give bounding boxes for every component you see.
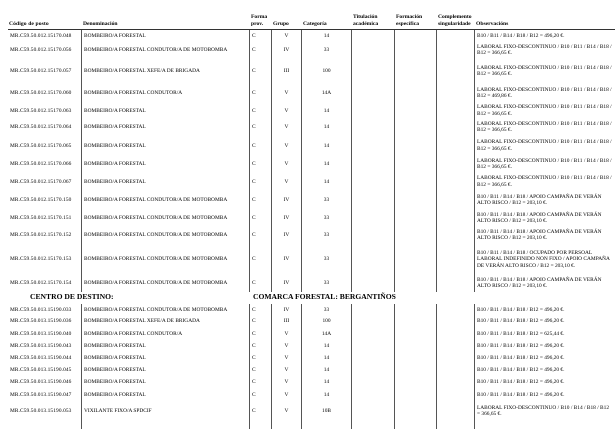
table-row <box>8 401 615 421</box>
cell-code: MR.C59.50.012.15170.154 <box>8 274 82 292</box>
cell-titulacion <box>352 83 395 103</box>
cell-titulacion <box>352 118 395 136</box>
cell-complemento <box>437 244 475 274</box>
cell-forma: C <box>250 173 272 190</box>
cell-denomination: BOMBEIRO/A FORESTAL CONDUTOR/A DE MOTOBOMBA <box>82 274 250 292</box>
cell-complemento <box>437 327 475 340</box>
table-trailing-rules <box>8 421 615 429</box>
cell-code: MR.C59.50.013.15190.047 <box>8 388 82 401</box>
column-header-complemento-singularidade: Complemento singularidade <box>438 14 472 27</box>
cell-denomination: BOMBEIRO/A FORESTAL <box>82 103 250 118</box>
cell-forma: C <box>250 364 272 376</box>
cell-titulacion <box>352 315 395 327</box>
cell-grupo: V <box>272 155 302 173</box>
cell-forma: C <box>250 103 272 118</box>
cell-grupo: IV <box>272 244 302 274</box>
cell-forma: C <box>250 155 272 173</box>
cell-forma: C <box>250 388 272 401</box>
cell-formacion <box>395 274 437 292</box>
cell-grupo: V <box>272 327 302 340</box>
cell-denomination: BOMBEIRO/A FORESTAL XEFE/A DE BRIGADA <box>82 315 250 327</box>
comarca-forestal-label: COMARCA FORESTAL: BERGANTIÑOS <box>253 292 396 302</box>
cell-grupo: IV <box>272 41 302 59</box>
cell-code: MR.C59.50.012.15170.048 <box>8 30 82 41</box>
cell-forma: C <box>250 304 272 315</box>
table-row <box>8 274 615 292</box>
cell-grupo: V <box>272 173 302 190</box>
cell-formacion <box>395 83 437 103</box>
cell-categoria: 33 <box>302 304 352 315</box>
cell-code: MR.C59.50.012.15170.150 <box>8 190 82 210</box>
cell-forma: C <box>250 41 272 59</box>
cell-titulacion <box>352 364 395 376</box>
cell-categoria: 14 <box>302 352 352 364</box>
cell-observacions: B10 / B11 / B14 / B18 / B12 = 625,44 €. <box>477 330 565 337</box>
cell-complemento <box>437 226 475 244</box>
cell-complemento <box>437 401 475 421</box>
cell-complemento <box>437 388 475 401</box>
cell-code: MR.C59.50.012.15170.057 <box>8 59 82 83</box>
cell-observacions: LABORAL FIXO-DESCONTINUO / B10 / B11 / B14 / B18 / B12 = 366,65 €. <box>477 175 612 188</box>
cell-complemento <box>437 118 475 136</box>
table-header-row <box>8 14 615 30</box>
cell-code: MR.C59.50.012.15170.066 <box>8 155 82 173</box>
cell-complemento <box>437 173 475 190</box>
cell-categoria: 10B <box>302 401 352 421</box>
section-header <box>8 292 615 304</box>
empty-cell <box>302 421 352 429</box>
table-row <box>8 244 615 274</box>
cell-observacions: LABORAL FIXO-DESCONTINUO / B10 / B14 / B18 / B12 = 366,65 €. <box>477 404 610 418</box>
cell-forma: C <box>250 340 272 352</box>
cell-observacions: LABORAL FIXO-DESCONTINUO / B10 / B11 / B14 / B18 / B12 = 366,65 €. <box>477 104 612 117</box>
cell-titulacion <box>352 340 395 352</box>
cell-denomination: BOMBEIRO/A FORESTAL CONDUTOR/A DE MOTOBOMBA <box>82 190 250 210</box>
cell-formacion <box>395 376 437 388</box>
cell-complemento <box>437 352 475 364</box>
table-row <box>8 376 615 388</box>
cell-forma: C <box>250 190 272 210</box>
cell-complemento <box>437 103 475 118</box>
cell-denomination: BOMBEIRO/A FORESTAL CONDUTOR/A DE MOTOBOMBA <box>82 226 250 244</box>
cell-complemento <box>437 59 475 83</box>
cell-categoria: 33 <box>302 41 352 59</box>
cell-categoria: 14 <box>302 340 352 352</box>
cell-code: MR.C59.50.013.15190.033 <box>8 304 82 315</box>
table-row <box>8 83 615 103</box>
table-row <box>8 364 615 376</box>
cell-categoria: 14A <box>302 83 352 103</box>
cell-observacions: B10 / B11 / B14 / B18 / APOIO CAMPAÑA DE VERÁN ALTO RISCO / B12 = 203,10 €. <box>477 276 602 290</box>
cell-observacions: LABORAL FIXO-DESCONTINUO / B10 / B11 / B14 / B18 / B12 = 366,65 €. <box>477 43 612 57</box>
cell-code: MR.C59.50.013.15190.040 <box>8 327 82 340</box>
cell-titulacion <box>352 173 395 190</box>
empty-cell <box>475 421 615 429</box>
cell-denomination: BOMBEIRO/A FORESTAL XEFE/A DE BRIGADA <box>82 59 250 83</box>
column-header-categoria: Categoría <box>303 20 327 27</box>
cell-complemento <box>437 364 475 376</box>
cell-grupo: IV <box>272 190 302 210</box>
cell-complemento <box>437 274 475 292</box>
cell-code: MR.C59.50.012.15170.065 <box>8 136 82 155</box>
cell-observacions: B10 / B11 / B14 / B18 / B12 = 496,20 €. <box>477 343 565 350</box>
cell-complemento <box>437 340 475 352</box>
cell-formacion <box>395 41 437 59</box>
table-row <box>8 340 615 352</box>
cell-titulacion <box>352 190 395 210</box>
cell-categoria: 14 <box>302 155 352 173</box>
cell-titulacion <box>352 30 395 41</box>
cell-complemento <box>437 190 475 210</box>
cell-categoria: 33 <box>302 274 352 292</box>
cell-formacion <box>395 388 437 401</box>
cell-categoria: 14 <box>302 136 352 155</box>
cell-code: MR.C59.50.012.15170.060 <box>8 83 82 103</box>
table-row <box>8 173 615 190</box>
column-header-forma-prov: Forma prov. <box>251 14 268 27</box>
cell-forma: C <box>250 210 272 226</box>
cell-grupo: IV <box>272 210 302 226</box>
empty-cell <box>272 421 302 429</box>
cell-categoria: 14A <box>302 327 352 340</box>
cell-code: MR.C59.50.012.15170.063 <box>8 103 82 118</box>
cell-observacions: B10 / B11 / B14 / B18 / B12 = 496,20 €. <box>477 379 565 386</box>
cell-code: MR.C59.50.013.15190.043 <box>8 340 82 352</box>
cell-observacions: B10 / B11 / B14 / B18 / B12 = 496,20 €. <box>477 32 565 39</box>
cell-denomination: BOMBEIRO/A FORESTAL <box>82 388 250 401</box>
table-row <box>8 315 615 327</box>
cell-forma: C <box>250 83 272 103</box>
empty-cell <box>352 421 395 429</box>
cell-grupo: III <box>272 315 302 327</box>
cell-titulacion <box>352 388 395 401</box>
cell-categoria: 100 <box>302 315 352 327</box>
cell-code: MR.C59.50.013.15190.045 <box>8 364 82 376</box>
cell-forma: C <box>250 274 272 292</box>
cell-denomination: BOMBEIRO/A FORESTAL <box>82 376 250 388</box>
cell-titulacion <box>352 59 395 83</box>
cell-grupo: IV <box>272 274 302 292</box>
cell-formacion <box>395 155 437 173</box>
cell-complemento <box>437 315 475 327</box>
table-row <box>8 304 615 315</box>
table-row <box>8 118 615 136</box>
cell-formacion <box>395 59 437 83</box>
cell-formacion <box>395 352 437 364</box>
column-header-formacion-especifica: Formación específica <box>396 14 423 27</box>
cell-complemento <box>437 83 475 103</box>
cell-forma: C <box>250 30 272 41</box>
cell-formacion <box>395 364 437 376</box>
cell-categoria: 14 <box>302 30 352 41</box>
cell-categoria: 14 <box>302 364 352 376</box>
table-body <box>8 30 615 429</box>
cell-formacion <box>395 244 437 274</box>
cell-observacions: B10 / B11 / B14 / B18 / APOIO CAMPAÑA DE VERÁN ALTO RISCO / B12 = 203,10 €. <box>477 211 602 225</box>
table-row <box>8 59 615 83</box>
cell-forma: C <box>250 327 272 340</box>
cell-formacion <box>395 226 437 244</box>
cell-denomination: BOMBEIRO/A FORESTAL CONDUTOR/A DE MOTOBOMBA <box>82 244 250 274</box>
cell-titulacion <box>352 376 395 388</box>
cell-formacion <box>395 190 437 210</box>
cell-titulacion <box>352 304 395 315</box>
cell-complemento <box>437 376 475 388</box>
cell-observacions: B10 / B11 / B14 / B18 / B12 = 496,20 €. <box>477 318 565 325</box>
cell-complemento <box>437 304 475 315</box>
cell-forma: C <box>250 136 272 155</box>
cell-forma: C <box>250 244 272 274</box>
cell-grupo: V <box>272 340 302 352</box>
cell-grupo: V <box>272 388 302 401</box>
table-row <box>8 103 615 118</box>
cell-denomination: BOMBEIRO/A FORESTAL CONDUTOR/A DE MOTOBOMBA <box>82 210 250 226</box>
cell-titulacion <box>352 401 395 421</box>
cell-grupo: V <box>272 401 302 421</box>
cell-titulacion <box>352 226 395 244</box>
cell-categoria: 33 <box>302 210 352 226</box>
cell-titulacion <box>352 103 395 118</box>
cell-code: MR.C59.50.013.15190.046 <box>8 376 82 388</box>
table-row <box>8 190 615 210</box>
centro-de-destino-label: CENTRO DE DESTINO: <box>30 292 114 302</box>
cell-observacions: B10 / B11 / B14 / B18 / B12 = 496,20 €. <box>477 355 565 362</box>
cell-denomination: BOMBEIRO/A FORESTAL <box>82 352 250 364</box>
cell-titulacion <box>352 155 395 173</box>
cell-grupo: V <box>272 83 302 103</box>
empty-cell <box>8 421 82 429</box>
cell-code: MR.C59.50.013.15190.053 <box>8 401 82 421</box>
cell-categoria: 33 <box>302 190 352 210</box>
cell-observacions: B10 / B11 / B14 / B18 / B12 = 496,20 €. <box>477 367 565 374</box>
cell-observacions: B10 / B11 / B14 / B18 / B12 = 496,20 €. <box>477 391 565 398</box>
cell-forma: C <box>250 376 272 388</box>
cell-grupo: IV <box>272 304 302 315</box>
cell-observacions: B10 / B11 / B14 / B18 / APOIO CAMPAÑA DE VERÁN ALTO RISCO / B12 = 203,10 €. <box>477 228 602 242</box>
cell-code: MR.C59.50.012.15170.152 <box>8 226 82 244</box>
cell-denomination: BOMBEIRO/A FORESTAL CONDUTOR/A DE MOTOBOMBA <box>82 41 250 59</box>
cell-formacion <box>395 118 437 136</box>
cell-grupo: V <box>272 376 302 388</box>
cell-complemento <box>437 155 475 173</box>
cell-grupo: III <box>272 59 302 83</box>
cell-categoria: 14 <box>302 173 352 190</box>
cell-formacion <box>395 401 437 421</box>
cell-grupo: V <box>272 136 302 155</box>
cell-categoria: 100 <box>302 59 352 83</box>
column-header-grupo: Grupo <box>273 20 289 27</box>
cell-formacion <box>395 327 437 340</box>
cell-grupo: V <box>272 118 302 136</box>
cell-forma: C <box>250 352 272 364</box>
cell-categoria: 14 <box>302 388 352 401</box>
cell-denomination: BOMBEIRO/A FORESTAL <box>82 173 250 190</box>
cell-code: MR.C59.50.012.15170.064 <box>8 118 82 136</box>
cell-code: MR.C59.50.012.15170.067 <box>8 173 82 190</box>
cell-categoria: 33 <box>302 244 352 274</box>
table-row <box>8 352 615 364</box>
cell-grupo: V <box>272 352 302 364</box>
cell-observacions: B10 / B11 / B14 / B18 / OCUPADO POR PERSOAL LABORAL INDEFINIDO NON FIXO / APOIO CAMPAÑA DE VERÁN ALTO RISCO / B12 = 203,10 €. <box>477 249 610 269</box>
cell-titulacion <box>352 41 395 59</box>
cell-observacions: LABORAL FIXO-DESCONTINUO / B10 / B11 / B14 / B18 / B12 = 366,65 €. <box>477 139 612 152</box>
cell-denomination: BOMBEIRO/A FORESTAL <box>82 118 250 136</box>
cell-complemento <box>437 30 475 41</box>
cell-denomination: BOMBEIRO/A FORESTAL <box>82 136 250 155</box>
table-row <box>8 226 615 244</box>
cell-grupo: IV <box>272 226 302 244</box>
cell-denomination: BOMBEIRO/A FORESTAL <box>82 155 250 173</box>
cell-grupo: V <box>272 364 302 376</box>
cell-forma: C <box>250 59 272 83</box>
cell-grupo: V <box>272 30 302 41</box>
cell-complemento <box>437 136 475 155</box>
cell-observacions: LABORAL FIXO-DESCONTINUO / B10 / B11 / B14 / B18 / B12 = 469,86 €. <box>477 86 612 100</box>
cell-denomination: BOMBEIRO/A FORESTAL <box>82 30 250 41</box>
cell-observacions: B10 / B11 / B14 / B18 / B12 = 496,20 €. <box>477 306 565 313</box>
cell-titulacion <box>352 244 395 274</box>
cell-denomination: BOMBEIRO/A FORESTAL CONDUTOR/A DE MOTOBOMBA <box>82 304 250 315</box>
cell-denomination: BOMBEIRO/A FORESTAL <box>82 364 250 376</box>
cell-observacions: LABORAL FIXO-DESCONTINUO / B10 / B11 / B14 / B18 / B12 = 366,65 €. <box>477 64 612 78</box>
cell-titulacion <box>352 327 395 340</box>
column-header-titulacion-academica: Titulación académica <box>353 14 379 27</box>
cell-observacions: B10 / B11 / B14 / B18 / APOIO CAMPAÑA DE VERÁN ALTO RISCO / B12 = 203,10 €. <box>477 193 602 207</box>
cell-observacions: LABORAL FIXO-DESCONTINUO / B10 / B11 / B14 / B18 / B12 = 366,65 €. <box>477 120 612 134</box>
empty-cell <box>250 421 272 429</box>
table-row <box>8 210 615 226</box>
cell-denomination: BOMBEIRO/A FORESTAL <box>82 340 250 352</box>
cell-categoria: 14 <box>302 103 352 118</box>
empty-cell <box>395 421 437 429</box>
cell-code: MR.C59.50.012.15170.153 <box>8 244 82 274</box>
cell-formacion <box>395 304 437 315</box>
cell-code: MR.C59.50.012.15170.151 <box>8 210 82 226</box>
cell-formacion <box>395 103 437 118</box>
cell-denomination: BOMBEIRO/A FORESTAL CONDUTOR/A <box>82 83 250 103</box>
cell-code: MR.C59.50.012.15170.056 <box>8 41 82 59</box>
cell-complemento <box>437 210 475 226</box>
cell-code: MR.C59.50.013.15190.044 <box>8 352 82 364</box>
cell-formacion <box>395 315 437 327</box>
cell-forma: C <box>250 315 272 327</box>
cell-formacion <box>395 340 437 352</box>
cell-denomination: BOMBEIRO/A FORESTAL CONDUTOR/A <box>82 327 250 340</box>
table-row <box>8 388 615 401</box>
empty-cell <box>437 421 475 429</box>
cell-categoria: 33 <box>302 226 352 244</box>
cell-categoria: 14 <box>302 118 352 136</box>
cell-formacion <box>395 210 437 226</box>
cell-observacions: LABORAL FIXO-DESCONTINUO / B10 / B11 / B14 / B18 / B12 = 366,65 €. <box>477 157 612 171</box>
cell-titulacion <box>352 274 395 292</box>
cell-grupo: V <box>272 103 302 118</box>
cell-formacion <box>395 136 437 155</box>
column-header-observacions: Observacións <box>476 20 509 27</box>
cell-titulacion <box>352 210 395 226</box>
cell-formacion <box>395 30 437 41</box>
cell-forma: C <box>250 401 272 421</box>
cell-titulacion <box>352 352 395 364</box>
table-row <box>8 30 615 41</box>
table-row <box>8 327 615 340</box>
cell-forma: C <box>250 226 272 244</box>
column-header-codigo-de-posto: Código de posto <box>9 20 49 27</box>
cell-code: MR.C59.50.013.15190.036 <box>8 315 82 327</box>
table-row <box>8 136 615 155</box>
cell-forma: C <box>250 118 272 136</box>
cell-formacion <box>395 173 437 190</box>
empty-cell <box>82 421 250 429</box>
cell-categoria: 14 <box>302 376 352 388</box>
cell-titulacion <box>352 136 395 155</box>
cell-complemento <box>437 41 475 59</box>
table-row <box>8 41 615 59</box>
table-row <box>8 155 615 173</box>
column-header-denominacion: Denominación <box>83 20 118 27</box>
cell-denomination: VIXILANTE FIXO/A SPDCIF <box>82 401 250 421</box>
